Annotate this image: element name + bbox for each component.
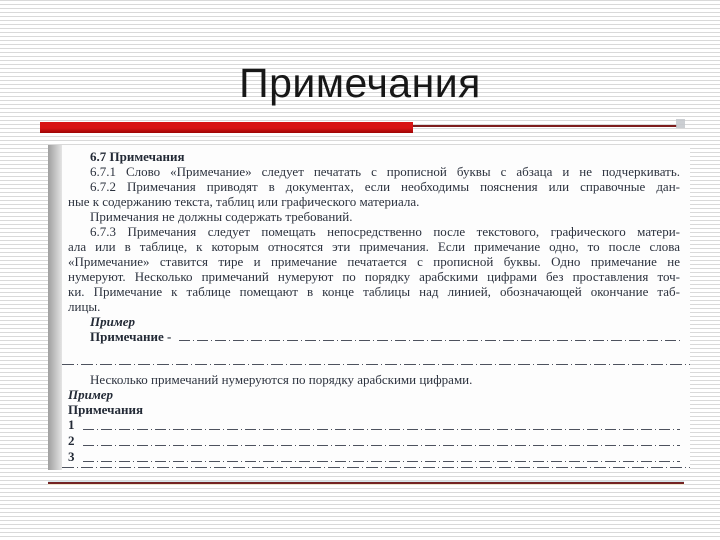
body-line: 6.7.1 Слово «Примечание» следует печатать с прописной буквы с абзаца и не подчеркивать. [90,164,680,179]
numbered-note-row [68,433,680,449]
note-number: 3 [68,449,75,464]
numbered-note-row [68,449,680,465]
body-line: «Примечание» ставится тире и примечание печатается с прописной буквы. Одно примечание не [68,254,680,269]
body-line: лицы. [68,299,101,314]
body-line: Несколько примечаний нумеруются по порядку арабскими цифрами. [90,372,473,387]
body-line: ки. Примечание к таблице помещают в конце таблицы над линией, обозначающей окончание таб- [68,284,680,299]
title-accent-bar [40,122,413,133]
blank-underline [83,445,681,446]
example-caption: Пример [90,314,136,329]
blank-underline [83,429,681,430]
body-line: Примечания не должны содержать требований. [90,209,353,224]
section-heading: 6.7 Примечания [90,149,185,164]
note-number: 1 [68,417,75,432]
footer-accent-line [48,481,684,485]
example-note-row [68,329,680,344]
body-line: нумеруют. Несколько примечаний нумеруют по порядку арабскими цифрами без проставления точ- [68,269,680,284]
title-accent-thin-line [413,125,677,127]
body-line: ала или в таблице, к которым относятся эти примечания. Если примечание одно, то после слова [68,239,680,254]
body-line: ные к содержанию текста, таблиц или графического материала. [68,194,420,209]
blank-underline [179,340,680,341]
example-caption: Пример [68,387,114,402]
body-line: 6.7.2 Примечания приводят в документах, если необходимы пояснения или справочные дан- [90,179,680,194]
body-line: 6.7.3 Примечания следует помещать непосредственно после текстового, графического матери- [90,224,680,239]
footer-line-shadow [48,484,684,485]
numbered-note-row [68,417,680,433]
scanned-document [62,145,690,470]
document-edge-shadow [48,145,62,470]
document-bottom-line [62,467,690,468]
note-number: 2 [68,433,75,448]
note-label: Примечание - [90,329,172,344]
blank-underline [83,461,681,462]
slide-title: Примечания [239,60,481,106]
table-end-line [62,364,690,365]
example-heading: Примечания [68,402,143,417]
rule-end-mark [676,119,685,128]
